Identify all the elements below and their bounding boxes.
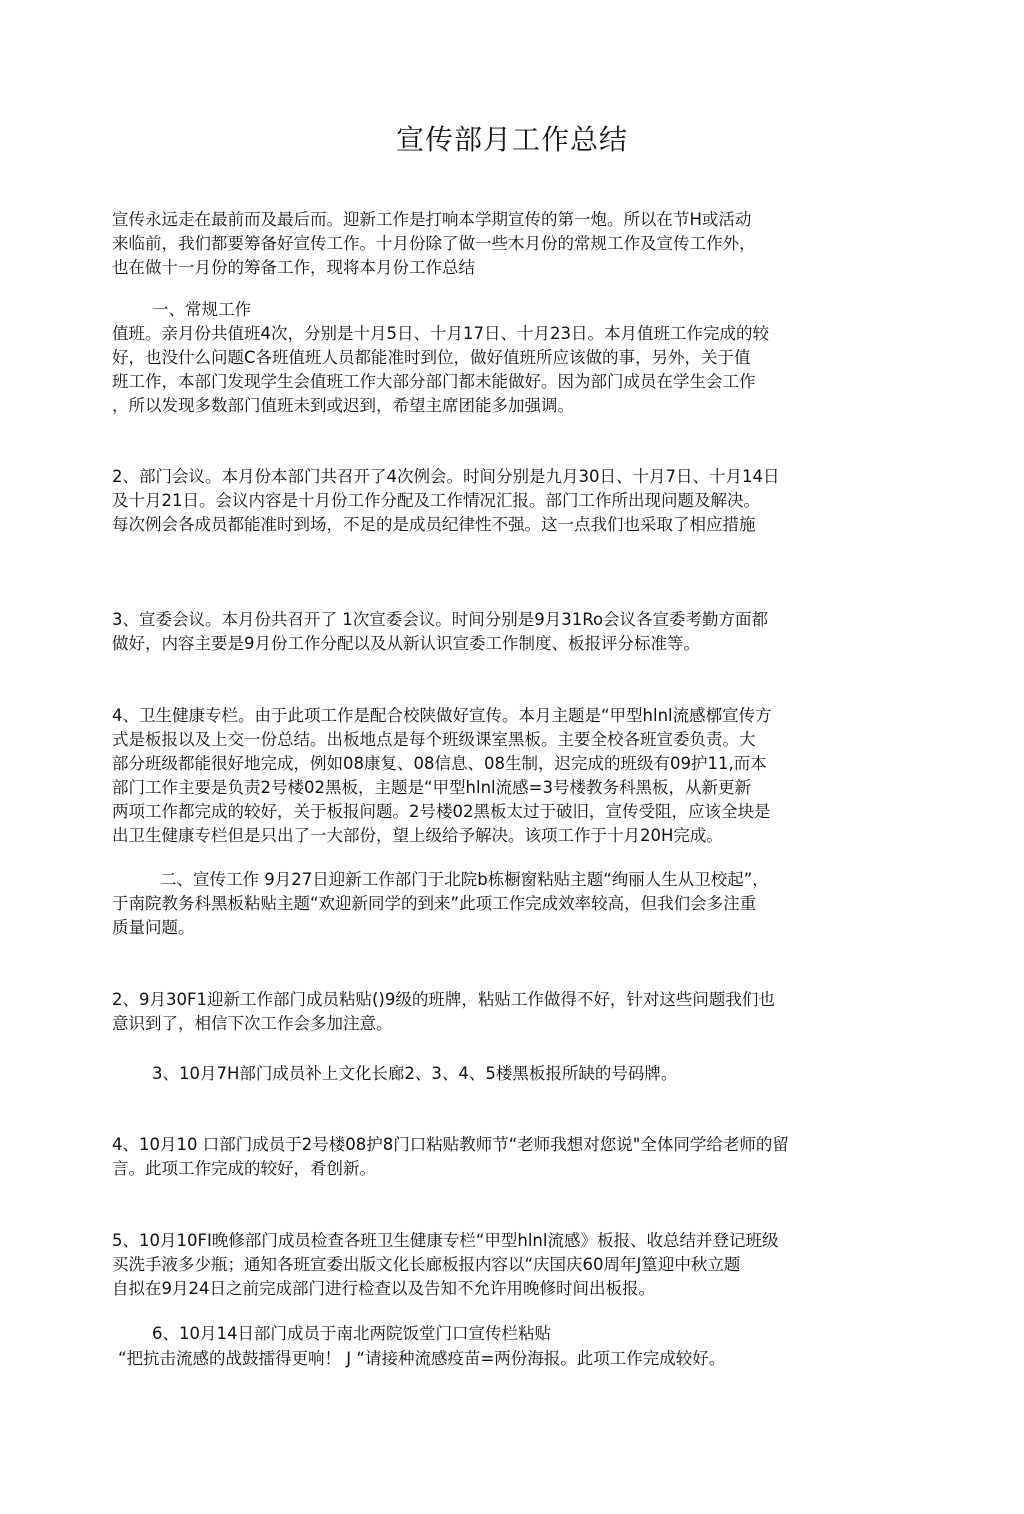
paragraph-line: 自拟在9月24日之前完成部门进行检查以及告知不允许用晚修时间出板报。 xyxy=(112,1279,655,1298)
paragraph-line: 值班。亲月份共值班4次，分别是十月5日、十月17日、十月23日。本月值班工作完成的较 xyxy=(112,324,769,343)
paragraph-line: 3、宣委会议。本月份共召开了 1次宣委会议。时间分别是9月31Ro会议各宣委考勤方面都 xyxy=(112,610,769,629)
paragraph-line: ，所以发现多数部门值班未到或迟到，希望主席团能多加强调。 xyxy=(112,396,574,415)
document-title: 宣传部月工作总结 xyxy=(395,123,628,156)
paragraph-line: 2、部门会议。本月份本部门共召开了4次例会。时间分别是九月30日、十月7日、十月14日 xyxy=(112,467,780,486)
paragraph-line: 部分班级都能很好地完成，例如08康复、08信息、08生制，迟完成的班级有09护11,而本 xyxy=(112,754,767,773)
intro-line: 宣传永远走在最前而及最后而。迎新工作是打响本学期宣传的第一炮。所以在节H或活动 xyxy=(112,210,752,229)
paragraph-line: 买洗手液多少瓶；通知各班宣委出版文化长廊板报内容以“庆国庆60周年J篁迎中秋立题 xyxy=(112,1255,741,1274)
paragraph-line: 两项工作都完成的较好，关于板报问题。2号楼02黑板太过于破旧，宣传受阻，应该全块是 xyxy=(112,802,771,821)
paragraph-line: 2、9月30F1迎新工作部门成员粘贴()9级的班牌，粘贴工作做得不好，针对这些问题我们也 xyxy=(112,990,775,1009)
paragraph-line: “把抗击流感的战鼓擂得更响！ J “请接种流感疫苗=两份海报。此项工作完成较好。 xyxy=(118,1349,726,1368)
paragraph-line: 意识到了，相信下次工作会多加注意。 xyxy=(112,1014,393,1033)
paragraph-line: 做好，内容主要是9月份工作分配以及从新认识宣委工作制度、板报评分标准等。 xyxy=(112,634,700,653)
paragraph-line: 3、10月7H部门成员补上文化长廊2、3、4、5楼黑板报所缺的号码牌。 xyxy=(152,1064,678,1083)
paragraph-line: 言。此项工作完成的较好，肴创新。 xyxy=(112,1159,376,1178)
paragraph-line: 质量问题。 xyxy=(112,918,195,937)
paragraph-line: 于南院教务科黑板粘贴主题“欢迎新同学的到来”此项工作完成效率较高，但我们会多注重 xyxy=(112,894,757,913)
paragraph-line: 式是板报以及上交一份总结。出板地点是每个班级课室黑板。主要全校各班宣委负责。大 xyxy=(112,730,756,749)
intro-line: 来临前，我们都要筹备好宣传工作。十月份除了做一些木月份的常规工作及宣传工作外， xyxy=(112,234,756,253)
paragraph-line: 好，也没什么问题C各班值班人员都能准时到位，做好值班所应该做的事，另外，关于值 xyxy=(112,348,751,367)
paragraph-line: 6、10月14日部门成员于南北两院饭堂门口宣传栏粘贴 xyxy=(152,1324,551,1343)
paragraph-line: 部门工作主要是负责2号楼02黑板，主题是“甲型hlnl流感=3号楼教务科黑板，从新更新 xyxy=(112,778,751,797)
intro-line: 也在做十一月份的筹备工作，现将本月份工作总结 xyxy=(112,258,475,277)
section-heading-publicity: 二、宣传工作 9月27日迎新工作部门于北院b栋橱窗粘贴主题“绚丽人生从卫校起”， xyxy=(160,870,769,889)
paragraph-line: 出卫生健康专栏但是只出了一大部份，望上级给予解决。该项工作于十月20H完成。 xyxy=(112,826,723,845)
paragraph-line: 4、卫生健康专栏。由于此项工作是配合校陕做好宣传。本月主题是“甲型hlnl流感槨宣传方 xyxy=(112,706,772,725)
paragraph-line: 5、10月10FI晚修部门成员检查各班卫生健康专栏“甲型hlnl流感》板报、收总结并登记班级 xyxy=(112,1231,779,1250)
paragraph-line: 班工作，本部门发现学生会值班工作大部分部门都未能做好。因为部门成员在学生会工作 xyxy=(112,372,756,391)
paragraph-line: 每次例会各成员都能准时到场，不足的是成员纪律性不强。这一点我们也采取了相应措施 xyxy=(112,515,756,534)
section-heading-routine: 一、常规工作 xyxy=(152,300,251,319)
paragraph-line: 4、10月10 口部门成员于2号楼08护8门口粘贴教师节“老师我想对您说"全体同学给老师的留 xyxy=(112,1135,789,1154)
paragraph-line: 及十月21日。会议内容是十月份工作分配及工作情况汇报。部门工作所出现问题及解决。 xyxy=(112,491,760,510)
